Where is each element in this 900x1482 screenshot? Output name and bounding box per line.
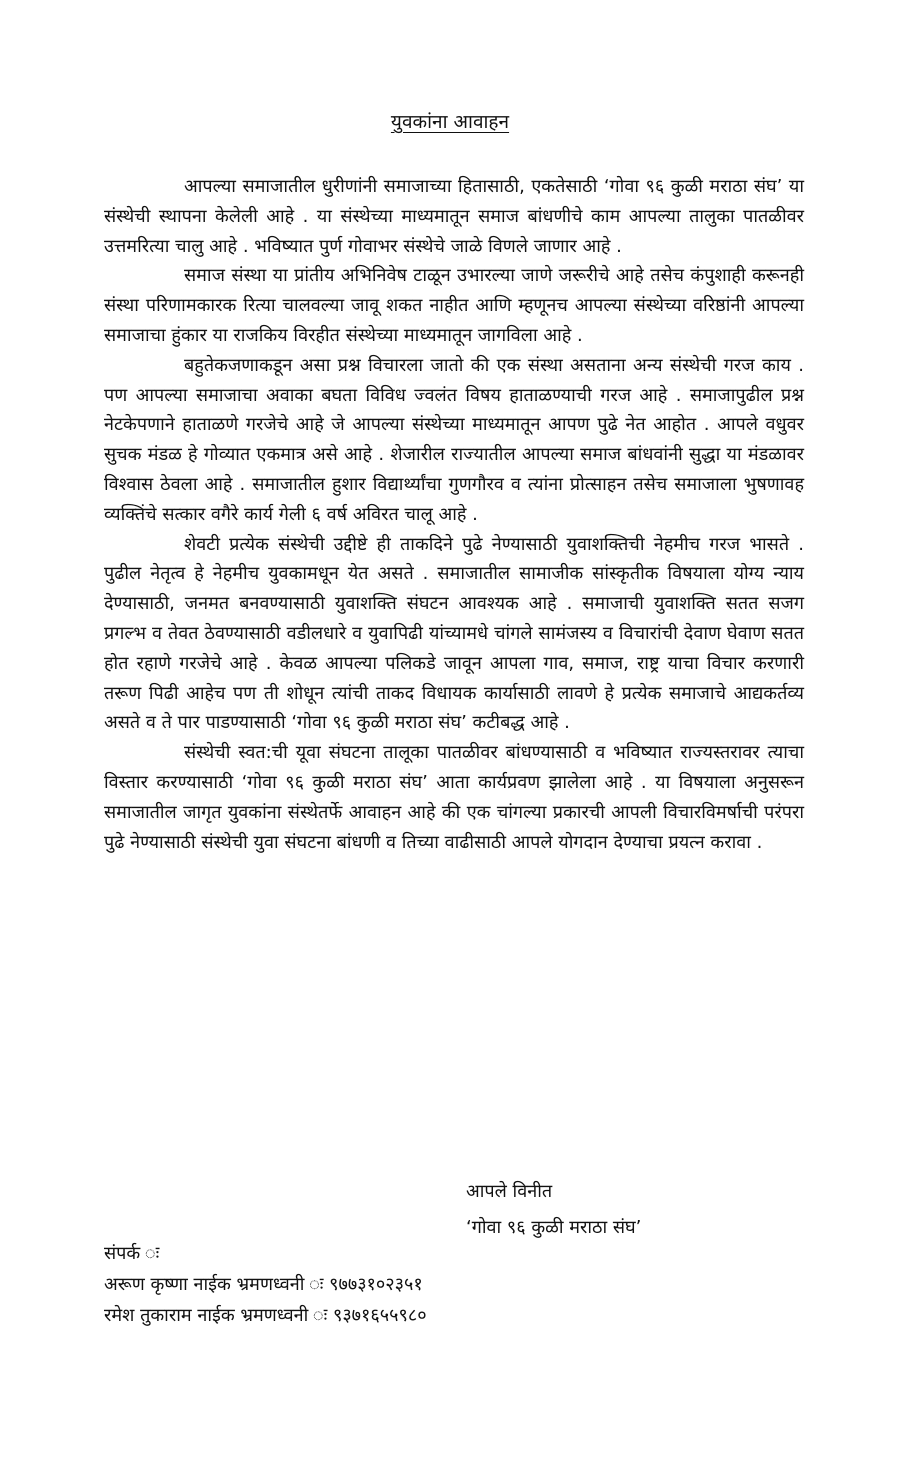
signoff	[466, 1174, 641, 1246]
contact-person-1: अरूण कृष्णा नाईक भ्रमणध्वनी ः ९७७३१०२३५१	[104, 1274, 423, 1295]
body-text	[104, 172, 804, 857]
paragraph-1: आपल्या समाजातील धुरीणांनी समाजाच्या हितासाठी, एकतेसाठी ‘गोवा ९६ कुळी मराठा संघ’ या संस्थेची स्थापना केलेली आहे . या संस्थेच्या माध्यमातून समाज बांधणीचे काम आपल्या तालुका पातळीवर उत्तमरित्या चालु आहे . भविष्यात पुर्ण गोवाभर संस्थेचे जाळे विणले जाणार आहे .	[104, 176, 804, 257]
paragraph-4: शेवटी प्रत्येक संस्थेची उद्दीष्टे ही ताकदिने पुढे नेण्यासाठी युवाशक्तिची नेहमीच गरज भासते . पुढील नेतृत्व हे नेहमीच युवकामधून येत असते . समाजातील सामाजीक सांस्कृतीक विषयाला योग्य न्याय देण्यासाठी, जनमत बनवण्यासाठी युवाशक्ति संघटन आवश्यक आहे . समाजाची युवाशक्ति सतत सजग प्रगल्भ व तेवत ठेवण्यासाठी वडीलधारे व युवापिढी यांच्यामधे चांगले सामंजस्य व विचारांची देवाण घेवाण सतत होत रहाणे गरजेचे आहे . केवळ आपल्या पलिकडे जावून आपला गाव, समाज, राष्ट्र याचा विचार करणारी तरूण पिढी आहेच पण ती शोधून त्यांची ताकद विधायक कार्यासाठी लावणे हे प्रत्येक समाजाचे आद्यकर्तव्य असते व ते पार पाडण्यासाठी ‘गोवा ९६ कुळी मराठा संघ’ कटीबद्ध आहे .	[104, 533, 804, 734]
signoff-line-2: ‘गोवा ९६ कुळी मराठा संघ’	[466, 1217, 642, 1238]
signoff-line-1: आपले विनीत	[466, 1181, 553, 1202]
paragraph-5: संस्थेची स्वत:ची यूवा संघटना तालूका पातळीवर बांधण्यासाठी व भविष्यात राज्यस्तरावर त्याचा विस्तार करण्यासाठी ‘गोवा ९६ कुळी मराठा संघ’ आता कार्यप्रवण झालेला आहे . या विषयाला अनुसरून समाजातील जागृत युवकांना संस्थेतर्फे आवाहन आहे की एक चांगल्या प्रकारची आपली विचारविमर्षाची परंपरा पुढे नेण्यासाठी संस्थेची युवा संघटना बांधणी व तिच्या वाढीसाठी आपले योगदान देण्याचा प्रयत्न करावा .	[104, 742, 804, 853]
contact-heading: संपर्क ः	[104, 1243, 160, 1264]
contact-block	[104, 1238, 427, 1331]
paragraph-3: बहुतेकजणाकडून असा प्रश्न विचारला जातो की एक संस्था असताना अन्य संस्थेची गरज काय . पण आपल्या समाजाचा अवाका बघता विविध ज्वलंत विषय हाताळण्याची गरज आहे . समाजापुढील प्रश्न नेटकेपणाने हाताळणे गरजेचे आहे जे आपल्या संस्थेच्या माध्यमातून आपण पुढे नेत आहोत . आपले वधुवर सुचक मंडळ हे गोव्यात एकमात्र असे आहे . शेजारील राज्यातील आपल्या समाज बांधवांनी सुद्धा या मंडळावर विश्वास ठेवला आहे . समाजातील हुशार विद्यार्थ्यांचा गुणगौरव व त्यांना प्रोत्साहन तसेच समाजाला भुषणावह व्यक्तिंचे सत्कार वगैरे कार्य गेली ६ वर्ष अविरत चालू आहे .	[104, 354, 804, 525]
contact-person-2: रमेश तुकाराम नाईक भ्रमणध्वनी ः ९३७१६५५९८०	[104, 1305, 427, 1326]
paragraph-2: समाज संस्था या प्रांतीय अभिनिवेष टाळून उभारल्या जाणे जरूरीचे आहे तसेच कंपुशाही करूनही संस्था परिणामकारक रित्या चालवल्या जावू शकत नाहीत आणि म्हणूनच आपल्या संस्थेच्या वरिष्ठांनी आपल्या समाजाचा हुंकार या राजकिय विरहीत संस्थेच्या माध्यमातून जागविला आहे .	[104, 265, 804, 346]
page-title: युवकांना आवाहन	[390, 111, 510, 133]
